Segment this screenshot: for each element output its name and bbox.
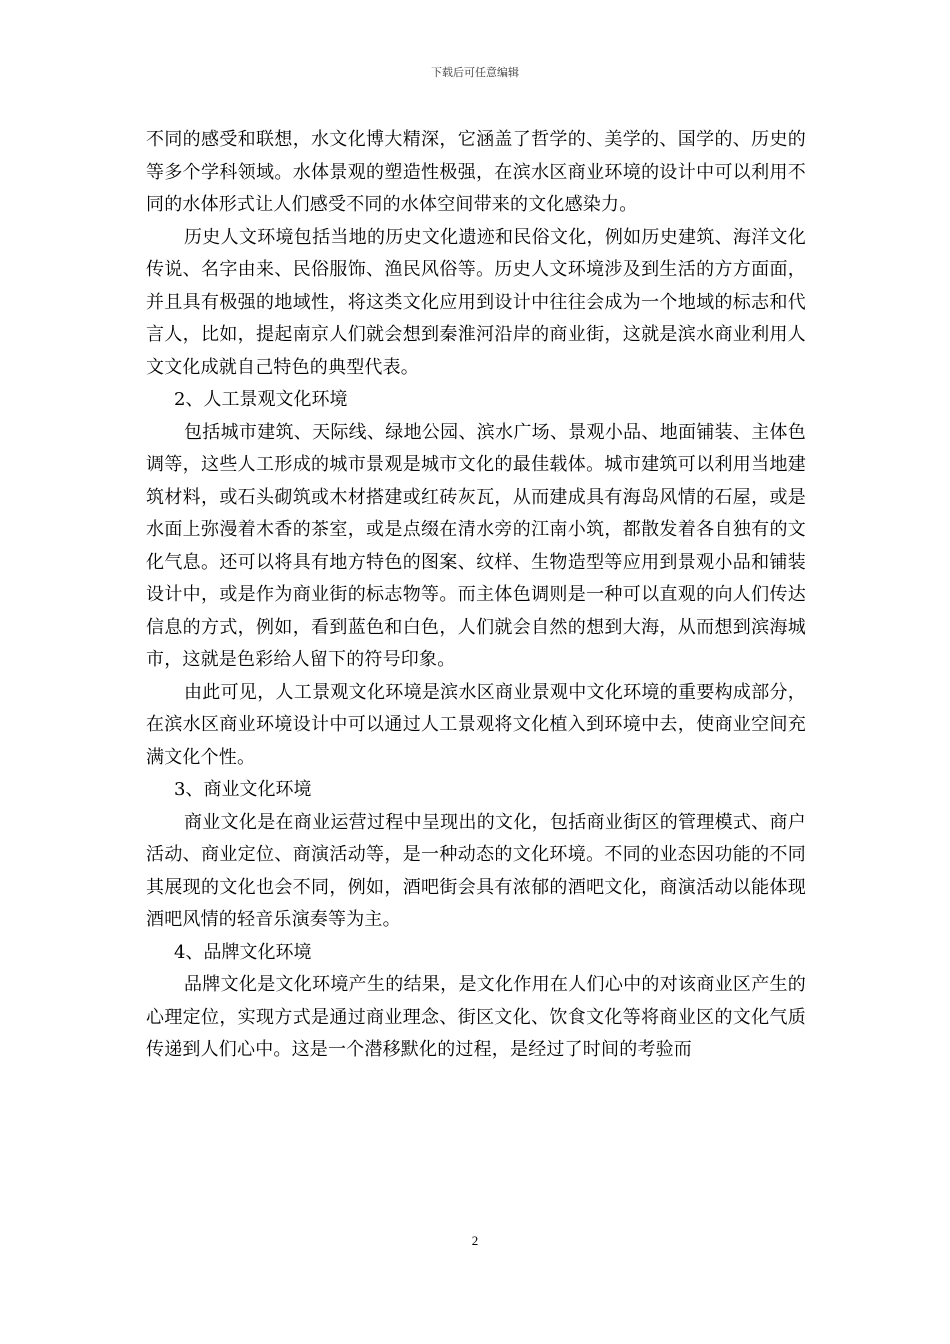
section-heading-brand-culture: 4、品牌文化环境 <box>174 941 312 963</box>
page-number: 2 <box>471 1233 479 1248</box>
body-text <box>146 124 806 1067</box>
page-header: 下载后可任意编辑 <box>431 66 519 79</box>
section-heading-artificial-landscape: 2、人工景观文化环境 <box>174 389 348 410</box>
paragraph-summary: 由此可见，人工景观文化环境是滨水区商业景观中文化环境的重要构成部分，在滨水区商业环境设计中可以通过人工景观将文化植入到环境中去，使商业空间充满文化个性。 <box>146 681 806 768</box>
paragraph-continuation: 不同的感受和联想，水文化博大精深，它涵盖了哲学的、美学的、国学的、历史的等多个学科领域。水体景观的塑造性极强，在滨水区商业环境的设计中可以利用不同的水体形式让人们感受不同的水体空间带来的文化感染力。 <box>146 129 806 215</box>
paragraph-commercial-culture: 商业文化是在商业运营过程中呈现出的文化，包括商业街区的管理模式、商户活动、商业定位、商演活动等，是一种动态的文化环境。不同的业态因功能的不同其展现的文化也会不同，例如，酒吧街会具有浓郁的酒吧文化，商演活动以能体现酒吧风情的轻音乐演奏等为主。 <box>146 811 806 930</box>
paragraph-brand-culture: 品牌文化是文化环境产生的结果，是文化作用在人们心中的对该商业区产生的心理定位，实现方式是通过商业理念、街区文化、饮食文化等将商业区的文化气质传递到人们心中。这是一个潜移默化的过程，是经过了时间的考验而 <box>146 974 806 1060</box>
paragraph-artificial-landscape: 包括城市建筑、天际线、绿地公园、滨水广场、景观小品、地面铺装、主体色调等，这些人工形成的城市景观是城市文化的最佳载体。城市建筑可以利用当地建筑材料，或石头砌筑或木材搭建或红砖灰瓦，从而建成具有海岛风情的石屋，或是水面上弥漫着木香的茶室，或是点缀在清水旁的江南小筑，都散发着各自独有的文化气息。还可以将具有地方特色的图案、纹样、生物造型等应用到景观小品和铺装设计中，或是作为商业街的标志物等。而主体色调则是一种可以直观的向人们传达信息的方式，例如，看到蓝色和白色，人们就会自然的想到大海，从而想到滨海城市，这就是色彩给人留下的符号印象。 <box>146 421 806 670</box>
section-heading-commercial-culture: 3、商业文化环境 <box>174 779 312 800</box>
paragraph-historical-culture: 历史人文环境包括当地的历史文化遗迹和民俗文化，例如历史建筑、海洋文化传说、名字由来、民俗服饰、渔民风俗等。历史人文环境涉及到生活的方方面面，并且具有极强的地域性，将这类文化应用到设计中往往会成为一个地域的标志和代言人，比如，提起南京人们就会想到秦淮河沿岸的商业街，这就是滨水商业利用人文文化成就自己特色的典型代表。 <box>146 226 806 378</box>
